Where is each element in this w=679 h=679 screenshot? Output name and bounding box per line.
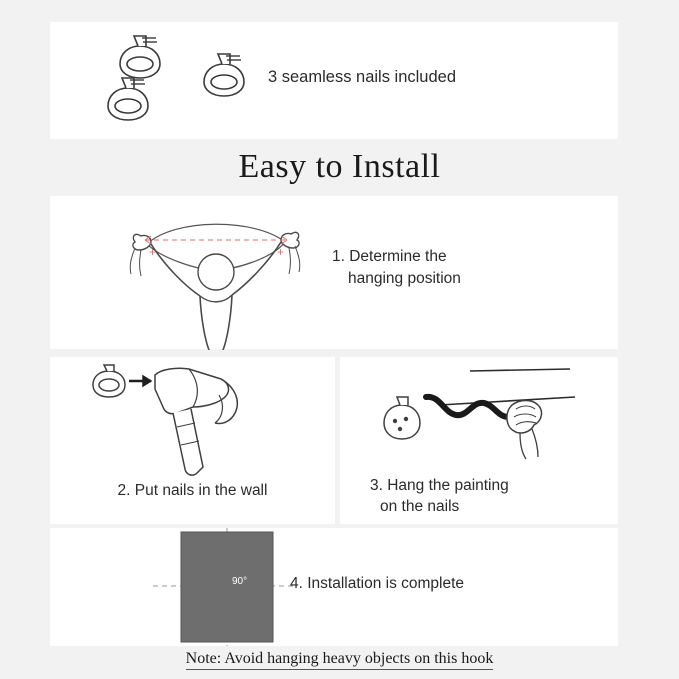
card-step-3 <box>340 357 618 524</box>
person-holding-frame-icon <box>105 200 335 350</box>
step-4-caption: 4. Installation is complete <box>290 575 465 592</box>
step-3-caption <box>370 475 509 517</box>
framed-picture-icon <box>95 528 315 646</box>
footer-note <box>0 650 679 668</box>
card-step-1 <box>50 196 618 349</box>
footer-note-text: Note: Avoid hanging heavy objects on this hook <box>186 650 494 670</box>
svg-text:+: + <box>277 245 285 259</box>
card-step-2 <box>50 357 335 524</box>
step-1-caption <box>332 246 461 290</box>
nail-icon <box>90 30 290 130</box>
page-title: Easy to Install <box>238 148 441 185</box>
step-3-line-2: on the nails <box>380 498 460 515</box>
hammer-and-nail-icon <box>85 361 305 481</box>
step-3-line-1: 3. Hang the painting <box>370 477 509 494</box>
step-1-line-2: hanging position <box>348 270 461 287</box>
hand-hanging-painting-icon <box>360 361 600 471</box>
step-2-caption: 2. Put nails in the wall <box>117 482 268 499</box>
svg-text:+: + <box>149 245 157 259</box>
card-nails-included <box>50 22 618 139</box>
card-step-4 <box>50 528 618 646</box>
nails-caption: 3 seamless nails included <box>268 68 457 86</box>
angle-label: 90° <box>232 576 248 587</box>
step-1-line-1: 1. Determine the <box>332 248 447 265</box>
